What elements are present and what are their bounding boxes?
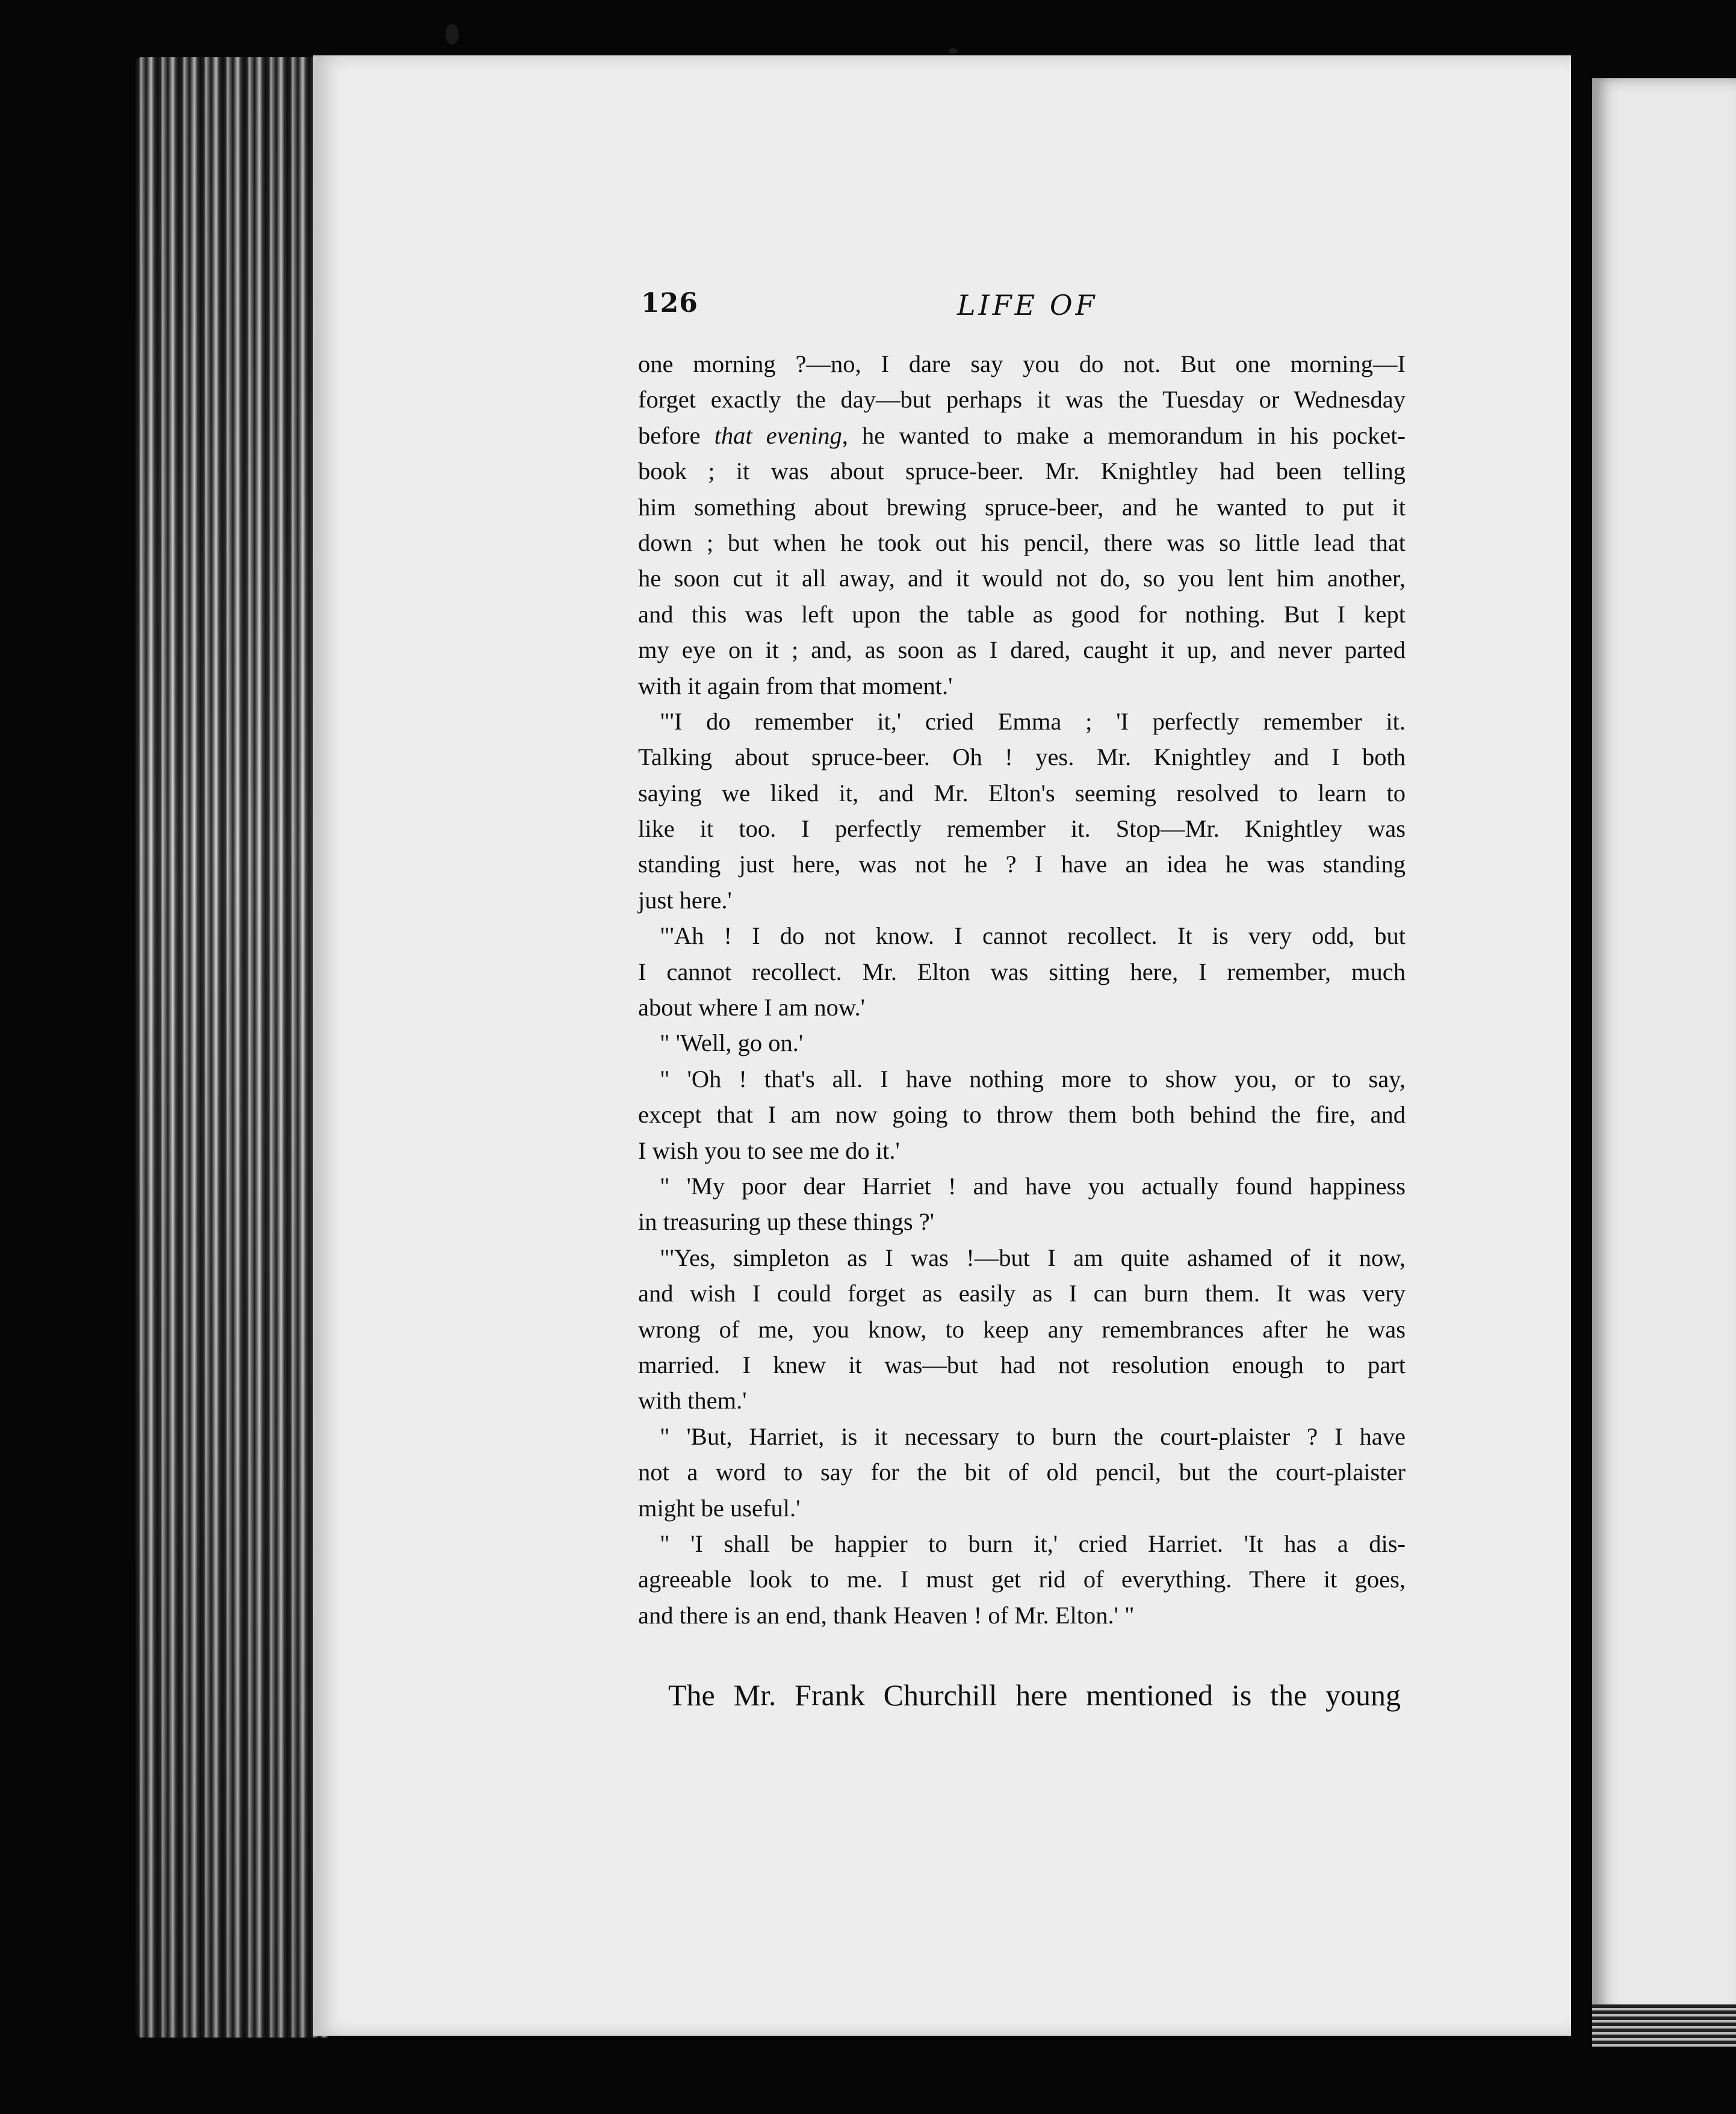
text-line: forget exactly the day—but perhaps it was the Tuesday or Wednesday	[638, 386, 1406, 414]
page-header	[641, 288, 1412, 330]
text-line: down ; but when he took out his pencil, there was so little lead that	[638, 528, 1406, 556]
body-text	[638, 346, 1406, 1633]
scan-speck	[445, 24, 459, 45]
text-line: he soon cut it all away, and it would not do, so you lent him another,	[638, 565, 1406, 592]
text-line: " 'My poor dear Harriet ! and have you actually found happiness	[660, 1172, 1406, 1200]
text-line: " 'Well, go on.'	[660, 1029, 804, 1057]
text-line: book ; it was about spruce-beer. Mr. Knightley had been telling	[638, 457, 1406, 485]
text-line: "'Yes, simpleton as I was !—but I am quite ashamed of it now,	[660, 1244, 1406, 1271]
facing-page	[1592, 78, 1736, 2035]
text-line: " 'But, Harriet, is it necessary to burn the court-plaister ? I have	[660, 1422, 1406, 1450]
stacked-page-edges	[135, 57, 328, 2038]
text-line: I wish you to see me do it.'	[638, 1136, 900, 1164]
text-line: "'Ah ! I do not know. I cannot recollect. It is very odd, but	[660, 922, 1406, 950]
text-line: my eye on it ; and, as soon as I dared, caught it up, and never parted	[638, 636, 1406, 664]
text-fragment: , he wanted to make a memorandum in his pocket-	[842, 421, 1406, 449]
text-line	[638, 418, 1406, 453]
text-line: and wish I could forget as easily as I can burn them. It was very	[638, 1280, 1406, 1307]
text-line: saying we liked it, and Mr. Elton's seeming resolved to learn to	[638, 779, 1406, 807]
text-line: in treasuring up these things ?'	[638, 1208, 935, 1236]
text-line: and there is an end, thank Heaven ! of Mr. Elton.' "	[638, 1601, 1135, 1629]
text-line: Talking about spruce-beer. Oh ! yes. Mr. Knightley and I both	[638, 743, 1406, 771]
italic-phrase: that evening	[714, 421, 842, 449]
text-line: might be useful.'	[638, 1494, 801, 1522]
text-line: married. I knew it was—but had not resolution enough to part	[638, 1351, 1406, 1378]
text-line: one morning ?—no, I dare say you do not. But one morning—I	[638, 350, 1406, 377]
facing-page-edges	[1592, 2004, 1736, 2047]
closing-line: The Mr. Frank Churchill here mentioned is the young	[668, 1678, 1401, 1712]
text-line: not a word to say for the bit of old pencil, but the court-plaister	[638, 1458, 1406, 1486]
text-line: with them.'	[638, 1387, 747, 1415]
text-line: with it again from that moment.'	[638, 672, 953, 699]
page-number: 126	[641, 288, 698, 318]
text-line: wrong of me, you know, to keep any remembrances after he was	[638, 1315, 1406, 1343]
scan-speck	[948, 48, 958, 54]
text-line: about where I am now.'	[638, 994, 865, 1021]
text-line: and this was left upon the table as good for nothing. But I kept	[638, 600, 1406, 628]
text-line: I cannot recollect. Mr. Elton was sitting here, I remember, much	[638, 958, 1406, 985]
text-line: " 'Oh ! that's all. I have nothing more to show you, or to say,	[660, 1065, 1406, 1093]
running-head: LIFE OF	[957, 289, 1098, 321]
text-line: like it too. I perfectly remember it. Stop—Mr. Knightley was	[638, 815, 1406, 843]
text-line: just here.'	[638, 886, 732, 914]
text-line: "'I do remember it,' cried Emma ; 'I perfectly remember it.	[660, 707, 1406, 735]
text-line: except that I am now going to throw them both behind the fire, and	[638, 1101, 1406, 1129]
text-fragment: before	[638, 421, 715, 449]
text-line: agreeable look to me. I must get rid of everything. There it goes,	[638, 1566, 1406, 1593]
text-line: standing just here, was not he ? I have an idea he was standing	[638, 851, 1406, 878]
text-line: him something about brewing spruce-beer, and he wanted to put it	[638, 493, 1406, 521]
text-line: " 'I shall be happier to burn it,' cried Harriet. 'It has a dis-	[660, 1530, 1406, 1557]
